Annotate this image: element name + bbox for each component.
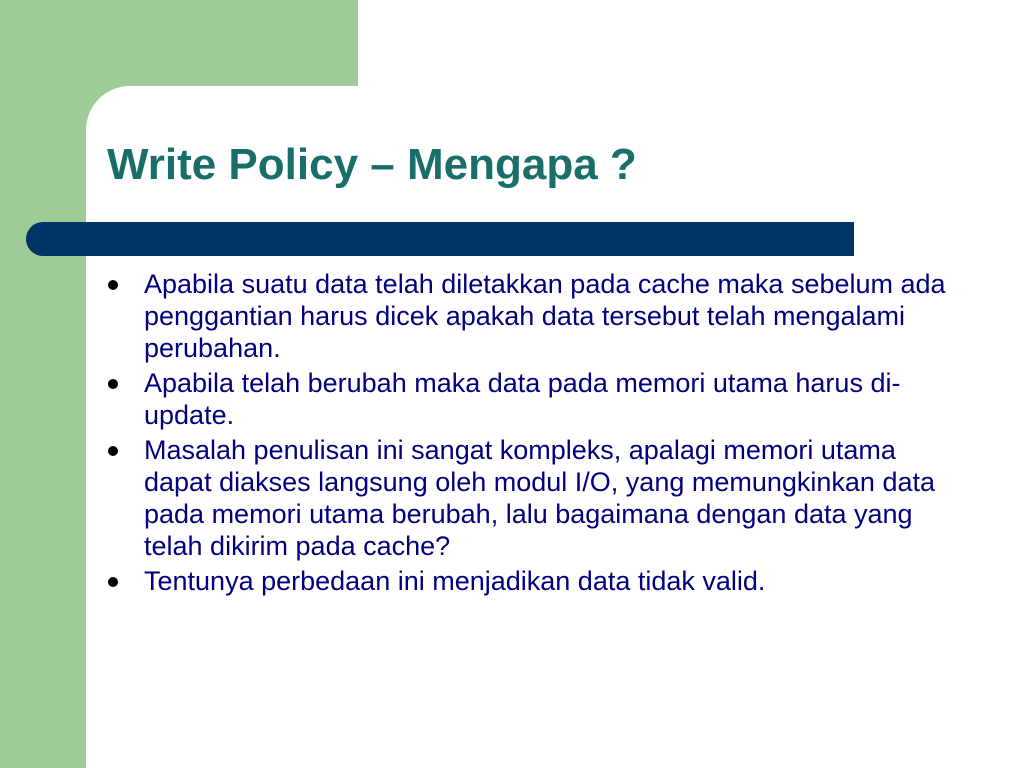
bullet-list [108, 268, 968, 600]
bullet-item [108, 434, 968, 562]
bullet-text: Apabila telah berubah maka data pada memori utama harus di-update. [144, 368, 901, 430]
bullet-dot-icon [108, 379, 118, 389]
slide-title: Write Policy – Mengapa ? [107, 140, 637, 189]
bullet-item [108, 565, 968, 597]
bullet-text: Apabila suatu data telah diletakkan pada cache maka sebelum ada penggantian harus dicek apakah data tersebut telah mengalami perubahan. [144, 269, 946, 363]
bullet-item [108, 268, 968, 364]
bullet-dot-icon [108, 280, 118, 290]
top-white-band [358, 0, 1024, 86]
bullet-dot-icon [108, 577, 118, 587]
bullet-text: Tentunya perbedaan ini menjadikan data tidak valid. [144, 566, 766, 596]
title-underline-bar [26, 222, 854, 256]
bullet-dot-icon [108, 446, 118, 456]
bullet-text: Masalah penulisan ini sangat kompleks, apalagi memori utama dapat diakses langsung oleh modul I/O, yang memungkinkan data pada memori utama berubah, lalu bagaimana dengan data yang telah dikirim pada cache? [144, 435, 936, 561]
bullet-item [108, 367, 968, 431]
